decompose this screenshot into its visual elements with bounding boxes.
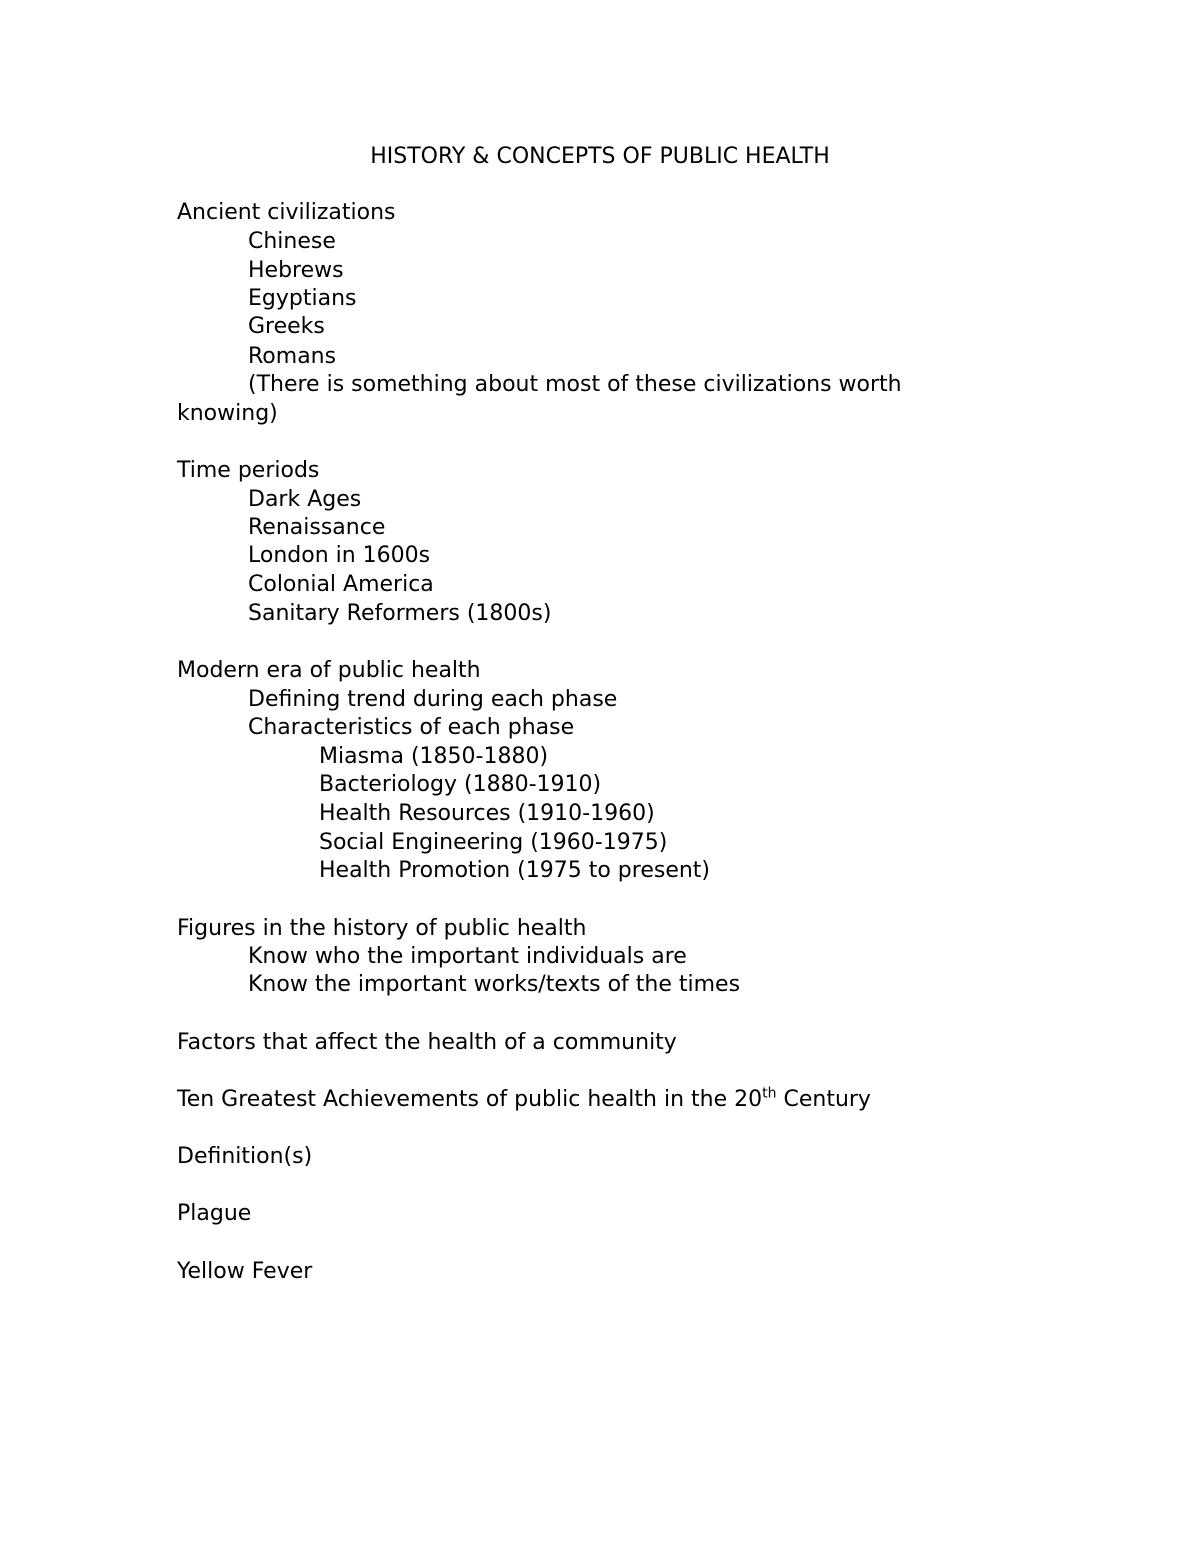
section-heading-plague: Plague (177, 1201, 252, 1226)
list-item: Chinese (248, 229, 336, 254)
section-heading-definitions: Definition(s) (177, 1144, 313, 1169)
phase-item: Health Promotion (1975 to present) (319, 858, 711, 883)
section-heading-yellow-fever: Yellow Fever (177, 1259, 313, 1284)
ten-greatest-text-end: Century (776, 1087, 871, 1112)
section-heading-factors: Factors that affect the health of a community (177, 1030, 677, 1055)
ordinal-suffix: th (762, 1085, 777, 1102)
ten-greatest-text: Ten Greatest Achievements of public health in the 20 (177, 1087, 763, 1112)
list-item: Hebrews (248, 258, 344, 283)
section-heading-ancient: Ancient civilizations (177, 200, 396, 225)
section-heading-modern-era: Modern era of public health (177, 658, 481, 683)
section-heading-time-periods: Time periods (177, 458, 320, 483)
section-heading-ten-greatest (177, 1086, 871, 1114)
list-item: Characteristics of each phase (248, 715, 575, 740)
phase-item: Health Resources (1910-1960) (319, 801, 655, 826)
list-item: Greeks (248, 314, 325, 339)
section-heading-figures: Figures in the history of public health (177, 916, 587, 941)
phase-item: Miasma (1850-1880) (319, 744, 549, 769)
ancient-note-line-1: (There is something about most of these civilizations worth (248, 372, 902, 397)
list-item: Romans (248, 344, 337, 369)
document-title: HISTORY & CONCEPTS OF PUBLIC HEALTH (370, 144, 830, 169)
phase-item: Social Engineering (1960-1975) (319, 830, 668, 855)
list-item: Defining trend during each phase (248, 687, 618, 712)
phase-item: Bacteriology (1880-1910) (319, 772, 602, 797)
list-item: Know who the important individuals are (248, 944, 687, 969)
list-item: London in 1600s (248, 543, 431, 568)
list-item: Dark Ages (248, 487, 362, 512)
list-item: Colonial America (248, 572, 434, 597)
list-item: Know the important works/texts of the times (248, 972, 741, 997)
list-item: Renaissance (248, 515, 386, 540)
ancient-note-line-2: knowing) (177, 401, 278, 426)
list-item: Sanitary Reformers (1800s) (248, 601, 552, 626)
list-item: Egyptians (248, 286, 357, 311)
